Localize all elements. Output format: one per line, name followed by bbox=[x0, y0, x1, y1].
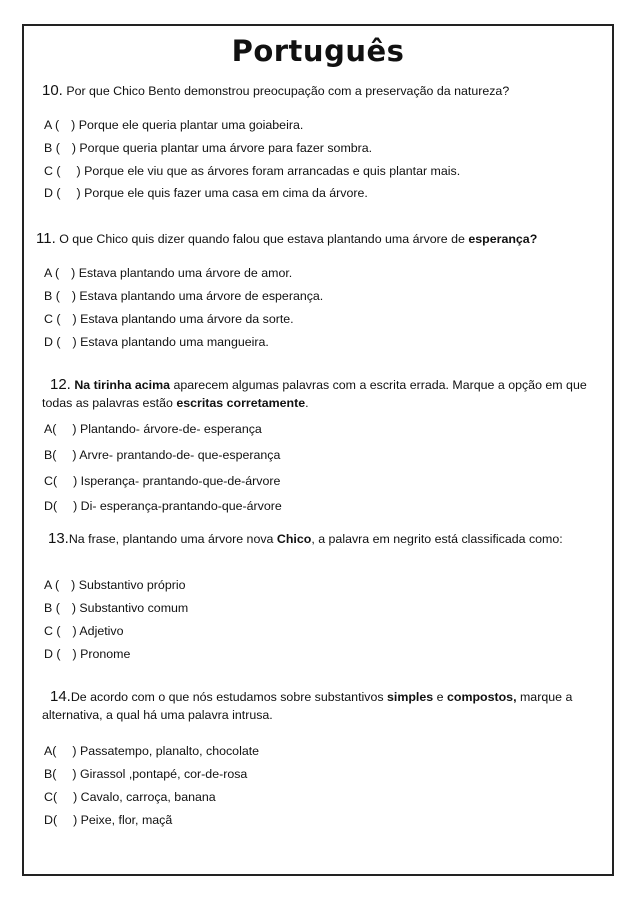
option-text: ) Estava plantando uma árvore da sorte. bbox=[72, 312, 294, 326]
option-letter: D ( bbox=[44, 647, 61, 661]
option-text: ) Plantando- árvore-de- esperança bbox=[72, 422, 262, 436]
q10-option-a[interactable] bbox=[44, 117, 303, 133]
option-text: ) Adjetivo bbox=[72, 624, 124, 638]
option-letter: A ( bbox=[44, 266, 60, 280]
q13-option-d[interactable] bbox=[44, 646, 130, 662]
option-text: ) Substantivo próprio bbox=[71, 578, 186, 592]
option-text: ) Porque ele queria plantar uma goiabeira. bbox=[71, 118, 304, 132]
option-text: ) Peixe, flor, maçã bbox=[73, 813, 173, 827]
question-text-end: . bbox=[305, 396, 309, 410]
option-text: ) Estava plantando uma árvore de esperança. bbox=[71, 289, 324, 303]
option-letter: C( bbox=[44, 790, 58, 804]
option-text: ) Porque queria plantar uma árvore para fazer sombra. bbox=[71, 141, 373, 155]
q12-option-b[interactable] bbox=[44, 447, 280, 463]
q11-option-a[interactable] bbox=[44, 265, 292, 281]
option-text: ) Cavalo, carroça, banana bbox=[73, 790, 216, 804]
worksheet-page bbox=[22, 24, 614, 876]
question-text-end: , a palavra em negrito está classificada como: bbox=[311, 532, 563, 546]
option-letter: D ( bbox=[44, 186, 61, 200]
q13-option-c[interactable] bbox=[44, 623, 124, 639]
q14-option-c[interactable] bbox=[44, 789, 216, 805]
option-text: ) Substantivo comum bbox=[71, 601, 189, 615]
option-letter: A( bbox=[44, 744, 57, 758]
q12-option-c[interactable] bbox=[44, 473, 280, 489]
bold-phrase: Na tirinha acima bbox=[74, 378, 171, 392]
question-number: 11. bbox=[36, 230, 56, 247]
q12-option-a[interactable] bbox=[44, 421, 262, 437]
q13-option-a[interactable] bbox=[44, 577, 186, 593]
q11-option-c[interactable] bbox=[44, 311, 294, 327]
option-letter: D ( bbox=[44, 335, 61, 349]
option-text: ) Estava plantando uma árvore de amor. bbox=[71, 266, 293, 280]
q10-option-b[interactable] bbox=[44, 140, 372, 156]
option-letter: A( bbox=[44, 422, 57, 436]
q13-option-b[interactable] bbox=[44, 600, 188, 616]
question-11 bbox=[36, 230, 598, 248]
option-letter: B ( bbox=[44, 601, 60, 615]
question-number: 13. bbox=[48, 530, 69, 547]
bold-phrase: escritas corretamente bbox=[176, 396, 306, 410]
option-letter: B ( bbox=[44, 289, 60, 303]
bold-word: esperança? bbox=[468, 232, 538, 246]
q12-option-d[interactable] bbox=[44, 498, 282, 514]
option-letter: C( bbox=[44, 474, 58, 488]
page-title: Português bbox=[231, 34, 405, 68]
option-text: ) Pronome bbox=[72, 647, 131, 661]
question-text: Na frase, plantando uma árvore nova bbox=[68, 532, 274, 546]
question-text: marque a alternativa, a qual há uma palavra intrusa. bbox=[42, 690, 573, 722]
question-number: 14. bbox=[50, 688, 71, 705]
bold-word: simples bbox=[387, 690, 434, 704]
option-text: ) Arvre- prantando-de- que-esperança bbox=[72, 448, 281, 462]
option-text: ) Girassol ,pontapé, cor-de-rosa bbox=[72, 767, 248, 781]
question-text: De acordo com o que nós estudamos sobre substantivos bbox=[70, 690, 384, 704]
q14-option-b[interactable] bbox=[44, 766, 247, 782]
q11-option-b[interactable] bbox=[44, 288, 323, 304]
option-letter: A ( bbox=[44, 578, 60, 592]
question-text: aparecem algumas palavras com a escrita errada. Marque a opção em que todas as palavras estão bbox=[42, 378, 587, 410]
option-text: ) Passatempo, planalto, chocolate bbox=[72, 744, 260, 758]
option-text: ) Estava plantando uma mangueira. bbox=[72, 335, 269, 349]
question-text: Por que Chico Bento demonstrou preocupação com a preservação da natureza? bbox=[66, 84, 510, 98]
question-number: 12. bbox=[50, 376, 71, 393]
question-number: 10. bbox=[42, 82, 63, 99]
question-text: e bbox=[436, 690, 444, 704]
option-letter: B( bbox=[44, 767, 57, 781]
option-letter: B( bbox=[44, 448, 57, 462]
q11-option-d[interactable] bbox=[44, 334, 269, 350]
question-13 bbox=[48, 530, 598, 548]
question-10 bbox=[42, 82, 598, 100]
option-text: ) Di- esperança-prantando-que-árvore bbox=[73, 499, 282, 513]
question-text: O que Chico quis dizer quando falou que estava plantando uma árvore de bbox=[59, 232, 465, 246]
option-letter: D( bbox=[44, 499, 58, 513]
option-letter: C ( bbox=[44, 164, 61, 178]
q14-option-d[interactable] bbox=[44, 812, 172, 828]
q10-option-d[interactable] bbox=[44, 185, 368, 201]
question-12 bbox=[42, 376, 598, 412]
bold-word: Chico bbox=[276, 532, 312, 546]
bold-word: compostos, bbox=[446, 690, 517, 704]
option-text: ) Isperança- prantando-que-de-árvore bbox=[73, 474, 281, 488]
q10-option-c[interactable] bbox=[44, 163, 460, 179]
option-letter: C ( bbox=[44, 624, 61, 638]
option-letter: D( bbox=[44, 813, 58, 827]
option-text: ) Porque ele quis fazer uma casa em cima da árvore. bbox=[76, 186, 368, 200]
option-letter: A ( bbox=[44, 118, 60, 132]
question-14 bbox=[42, 688, 598, 724]
option-letter: C ( bbox=[44, 312, 61, 326]
q14-option-a[interactable] bbox=[44, 743, 259, 759]
option-text: ) Porque ele viu que as árvores foram arrancadas e quis plantar mais. bbox=[76, 164, 461, 178]
option-letter: B ( bbox=[44, 141, 60, 155]
